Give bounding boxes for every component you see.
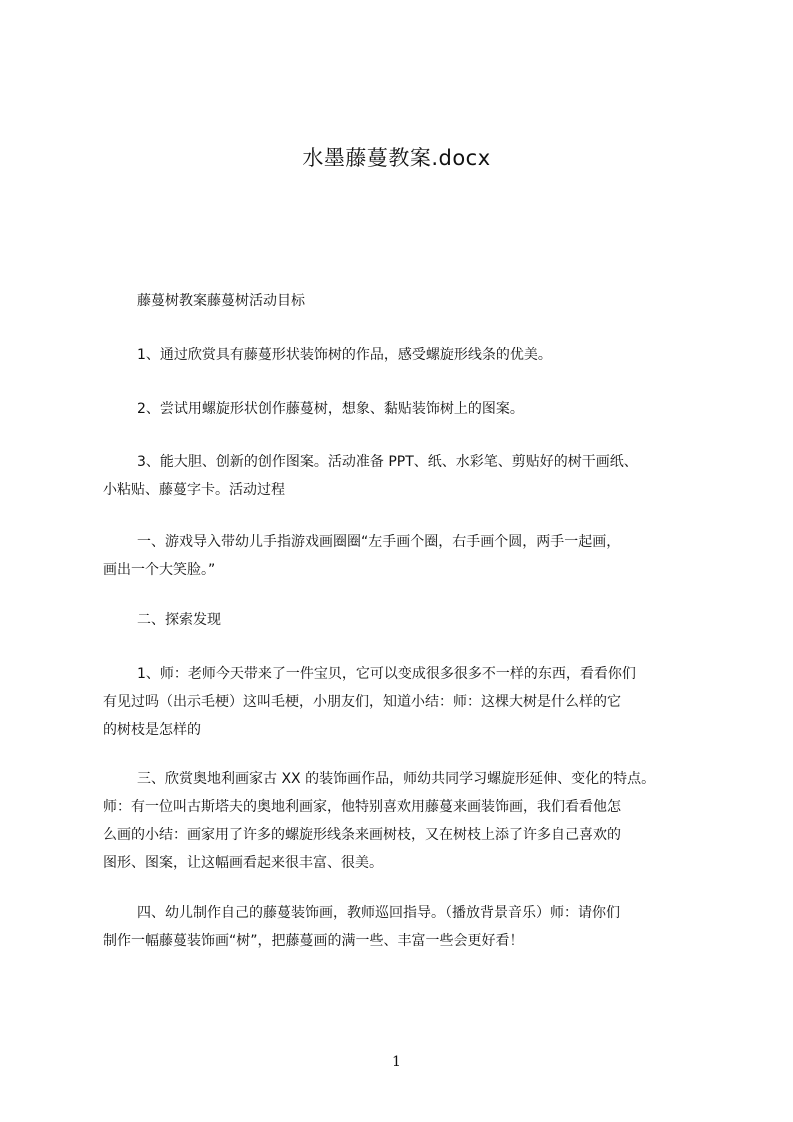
paragraph-line: 藤蔓树教案藤蔓树活动目标	[137, 293, 305, 309]
paragraph-objectives-heading	[103, 287, 723, 315]
paragraph-goal-1	[103, 341, 723, 369]
paragraph-goal-3	[103, 448, 723, 504]
document-title: 水墨藤蔓教案.docx	[302, 146, 491, 170]
paragraph-step-4	[103, 899, 723, 955]
page-number: 1	[392, 1054, 401, 1070]
paragraph-line: 么画的小结：画家用了许多的螺旋形线条来画树枝，又在树枝上添了许多自己喜欢的	[103, 827, 621, 843]
paragraph-line: 2、尝试用螺旋形状创作藤蔓树，想象、黏贴装饰树上的图案。	[137, 401, 524, 417]
paragraph-line: 1、通过欣赏具有藤蔓形状装饰树的作品，感受螺旋形线条的优美。	[137, 347, 552, 363]
paragraph-line: 四、幼儿制作自己的藤蔓装饰画，教师巡回指导。（播放背景音乐）师：请你们	[137, 905, 620, 921]
paragraph-line: 师：有一位叫古斯塔夫的奥地利画家，他特别喜欢用藤蔓来画装饰画，我们看看他怎	[103, 799, 621, 815]
paragraph-line: 图形、图案，让这幅画看起来很丰富、很美。	[103, 855, 383, 871]
paragraph-line: 三、欣赏奥地利画家古 XX 的装饰画作品，师幼共同学习螺旋形延伸、变化的特点。	[137, 771, 656, 787]
paragraph-line: 画出一个大笑脸。”	[103, 562, 216, 578]
paragraph-step-2-heading	[103, 606, 723, 634]
paragraph-line: 二、探索发现	[137, 612, 221, 628]
paragraph-line: 的树枝是怎样的	[103, 722, 201, 738]
paragraph-line: 3、能大胆、创新的创作图案。活动准备 PPT、纸、水彩笔、剪贴好的树干画纸、	[137, 454, 638, 470]
paragraph-line: 有见过吗（出示毛梗）这叫毛梗，小朋友们，知道小结：师：这棵大树是什么样的它	[103, 694, 621, 710]
paragraph-line: 制作一幅藤蔓装饰画“树”，把藤蔓画的满一些、丰富一些会更好看！	[103, 933, 524, 949]
paragraph-step-1	[103, 528, 723, 584]
paragraph-line: 1、师：老师今天带来了一件宝贝，它可以变成很多很多不一样的东西，看看你们	[137, 666, 636, 682]
paragraph-step-3	[103, 765, 723, 877]
paragraph-line: 一、游戏导入带幼儿手指游戏画圈圈“左手画个圈，右手画个圆，两手一起画，	[137, 534, 621, 550]
paragraph-goal-2	[103, 395, 723, 423]
paragraph-line: 小粘贴、藤蔓字卡。活动过程	[103, 482, 285, 498]
paragraph-step-2-detail	[103, 660, 723, 744]
